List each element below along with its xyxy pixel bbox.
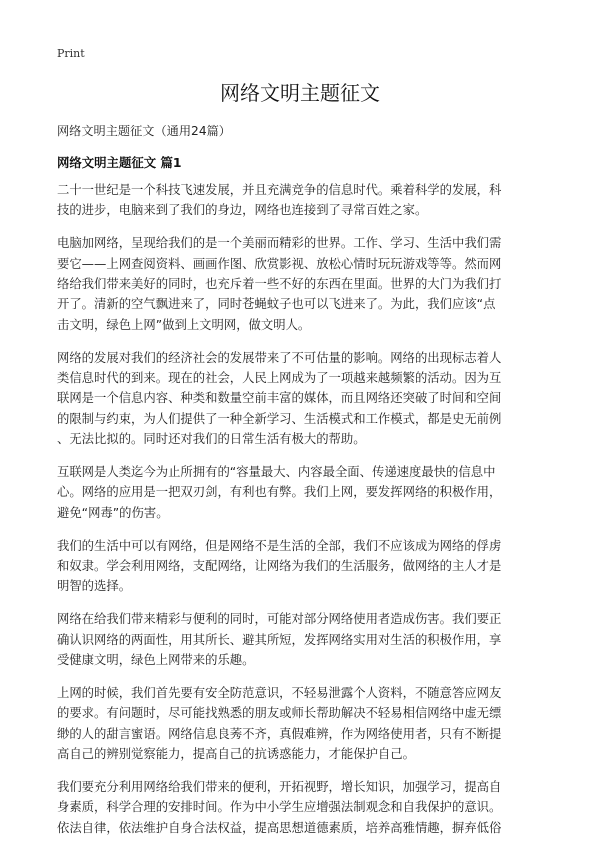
paragraph bbox=[57, 180, 549, 221]
paragraph-line: 缈的人的甜言蜜语。网络信息良莠不齐，真假难辨，作为网络使用者，只有不断提 bbox=[57, 726, 502, 741]
paragraph-line: 的要求。有问题时，尽可能找熟悉的朋友或师长帮助解决不轻易相信网络中虚无缥 bbox=[57, 706, 502, 721]
paragraph bbox=[57, 462, 549, 523]
paragraph bbox=[57, 777, 549, 838]
paragraph bbox=[57, 536, 549, 597]
paragraph-line: 络给我们带来美好的同时，也充斥着一些不好的东西在里面。世界的大门为我们打 bbox=[57, 277, 502, 292]
paragraph-line: 确认识网络的两面性，用其所长、避其所短，发挥网络实用对生活的积极作用，享 bbox=[57, 632, 502, 647]
print-label: Print bbox=[57, 47, 85, 60]
paragraph-line: 和奴隶。学会利用网络，支配网络，让网络为我们的生活服务，做网络的主人才是 bbox=[57, 559, 502, 574]
paragraph-line: 心。网络的应用是一把双刃剑，有利也有弊。我们上网，要发挥网络的积极作用， bbox=[57, 485, 502, 500]
paragraph-line: 电脑加网络，呈现给我们的是一个美丽而精彩的世界。工作、学习、生活中我们需 bbox=[57, 236, 502, 251]
paragraph bbox=[57, 348, 549, 450]
paragraph-line: 网络的发展对我们的经济社会的发展带来了不可估量的影响。网络的出现标志着人 bbox=[57, 350, 502, 365]
paragraph-line: 依法自律，依法维护自身合法权益，提高思想道德素质，培养高雅情趣，摒弃低俗 bbox=[57, 820, 502, 835]
paragraph bbox=[57, 233, 549, 335]
paragraph-line: 上网的时候，我们首先要有安全防范意识，不轻易泄露个人资料，不随意答应网友 bbox=[57, 685, 502, 700]
paragraph-line: 我们的生活中可以有网络，但是网络不是生活的全部，我们不应该成为网络的俘虏 bbox=[57, 538, 502, 553]
paragraph-line: 联网是一个信息内容、种类和数量空前丰富的媒体，而且网络还突破了时间和空间 bbox=[57, 391, 502, 406]
paragraph-line: 类信息时代的到来。现在的社会，人民上网成为了一项越来越频繁的活动。因为互 bbox=[57, 371, 502, 386]
document-body bbox=[57, 180, 549, 851]
paragraph bbox=[57, 609, 549, 670]
section-heading: 网络文明主题征文 篇1 bbox=[57, 155, 182, 170]
paragraph-line: 击文明，绿色上网”做到上文明网，做文明人。 bbox=[57, 317, 311, 332]
document-title: 网络文明主题征文 bbox=[220, 81, 380, 105]
paragraph-line: 互联网是人类迄今为止所拥有的“容量最大、内容最全面、传递速度最快的信息中 bbox=[57, 465, 496, 480]
document-subtitle: 网络文明主题征文（通用24篇） bbox=[57, 124, 231, 138]
paragraph-line: 网络在给我们带来精彩与便利的同时，可能对部分网络使用者造成伤害。我们要正 bbox=[57, 612, 502, 627]
paragraph-line: 要它——上网查阅资料、画画作图、欣赏影视、放松心情时玩玩游戏等等。然而网 bbox=[57, 256, 502, 271]
paragraph-line: 、无法比拟的。同时还对我们的日常生活有极大的帮助。 bbox=[57, 432, 366, 447]
paragraph-line: 我们要充分利用网络给我们带来的便利，开拓视野，增长知识，加强学习，提高自 bbox=[57, 779, 502, 794]
paragraph-line: 的限制与约束，为人们提供了一种全新学习、生活模式和工作模式，都是史无前例 bbox=[57, 411, 502, 426]
paragraph-line: 开了。清新的空气飘进来了，同时苍蝇蚊子也可以飞进来了。为此，我们应该“点 bbox=[57, 297, 496, 312]
paragraph-line: 受健康文明，绿色上网带来的乐趣。 bbox=[57, 653, 255, 668]
paragraph-line: 避免“网毒”的伤害。 bbox=[57, 505, 169, 520]
paragraph-line: 明智的选择。 bbox=[57, 579, 132, 594]
paragraph-line: 技的进步，电脑来到了我们的身边，网络也连接到了寻常百姓之家。 bbox=[57, 203, 428, 218]
paragraph-line: 高自己的辨别觉察能力，提高自己的抗诱惑能力，才能保护自己。 bbox=[57, 747, 415, 762]
paragraph-line: 二十一世纪是一个科技飞速发展，并且充满竞争的信息时代。乘着科学的发展，科 bbox=[57, 183, 502, 197]
paragraph bbox=[57, 683, 549, 765]
paragraph-line: 身素质，科学合理的安排时间。作为中小学生应增强法制观念和自我保护的意识。 bbox=[57, 800, 502, 815]
